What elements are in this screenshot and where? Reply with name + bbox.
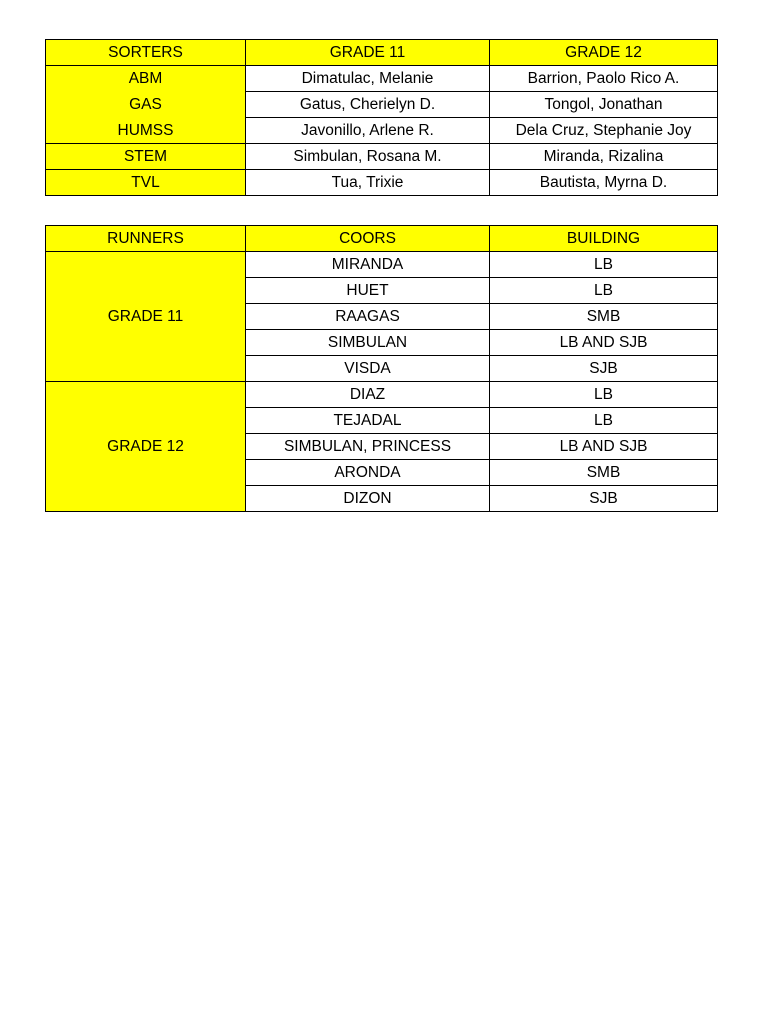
- building-cell: SJB: [490, 486, 718, 512]
- building-cell: LB: [490, 382, 718, 408]
- coor-cell: DIAZ: [246, 382, 490, 408]
- coor-cell: ARONDA: [246, 460, 490, 486]
- grade11-sorter-cell: Javonillo, Arlene R.: [246, 118, 490, 144]
- grade12-sorter-cell: Barrion, Paolo Rico A.: [490, 66, 718, 92]
- grade12-sorter-cell: Bautista, Myrna D.: [490, 170, 718, 196]
- strand-cell: TVL: [46, 170, 246, 196]
- coor-cell: HUET: [246, 278, 490, 304]
- table-row: [46, 382, 718, 408]
- grade11-header-cell: GRADE 11: [246, 40, 490, 66]
- grade11-sorter-cell: Tua, Trixie: [246, 170, 490, 196]
- sorters-header-row: [46, 40, 718, 66]
- grade-group-cell: GRADE 12: [46, 382, 246, 512]
- coor-cell: SIMBULAN: [246, 330, 490, 356]
- grade11-sorter-cell: Dimatulac, Melanie: [246, 66, 490, 92]
- strand-cell: ABM: [46, 66, 246, 92]
- building-cell: SMB: [490, 304, 718, 330]
- building-header-cell: BUILDING: [490, 226, 718, 252]
- runners-header-row: [46, 226, 718, 252]
- runners-table: [45, 225, 718, 512]
- table-row: [46, 170, 718, 196]
- sorters-table: [45, 39, 718, 196]
- coor-cell: SIMBULAN, PRINCESS: [246, 434, 490, 460]
- building-cell: LB AND SJB: [490, 330, 718, 356]
- coor-cell: DIZON: [246, 486, 490, 512]
- table-row: [46, 252, 718, 278]
- table-row: [46, 118, 718, 144]
- table-row: [46, 144, 718, 170]
- strand-cell: HUMSS: [46, 118, 246, 144]
- grade12-sorter-cell: Tongol, Jonathan: [490, 92, 718, 118]
- building-cell: LB AND SJB: [490, 434, 718, 460]
- grade11-sorter-cell: Gatus, Cherielyn D.: [246, 92, 490, 118]
- building-cell: LB: [490, 252, 718, 278]
- table-row: [46, 92, 718, 118]
- coor-cell: VISDA: [246, 356, 490, 382]
- coor-cell: RAAGAS: [246, 304, 490, 330]
- sorters-header-cell: SORTERS: [46, 40, 246, 66]
- grade11-sorter-cell: Simbulan, Rosana M.: [246, 144, 490, 170]
- building-cell: LB: [490, 408, 718, 434]
- building-cell: SJB: [490, 356, 718, 382]
- coors-header-cell: COORS: [246, 226, 490, 252]
- strand-cell: STEM: [46, 144, 246, 170]
- strand-cell: GAS: [46, 92, 246, 118]
- grade-group-cell: GRADE 11: [46, 252, 246, 382]
- grade12-sorter-cell: Dela Cruz, Stephanie Joy: [490, 118, 718, 144]
- grade12-sorter-cell: Miranda, Rizalina: [490, 144, 718, 170]
- building-cell: LB: [490, 278, 718, 304]
- table-row: [46, 66, 718, 92]
- building-cell: SMB: [490, 460, 718, 486]
- runners-header-cell: RUNNERS: [46, 226, 246, 252]
- grade12-header-cell: GRADE 12: [490, 40, 718, 66]
- coor-cell: TEJADAL: [246, 408, 490, 434]
- coor-cell: MIRANDA: [246, 252, 490, 278]
